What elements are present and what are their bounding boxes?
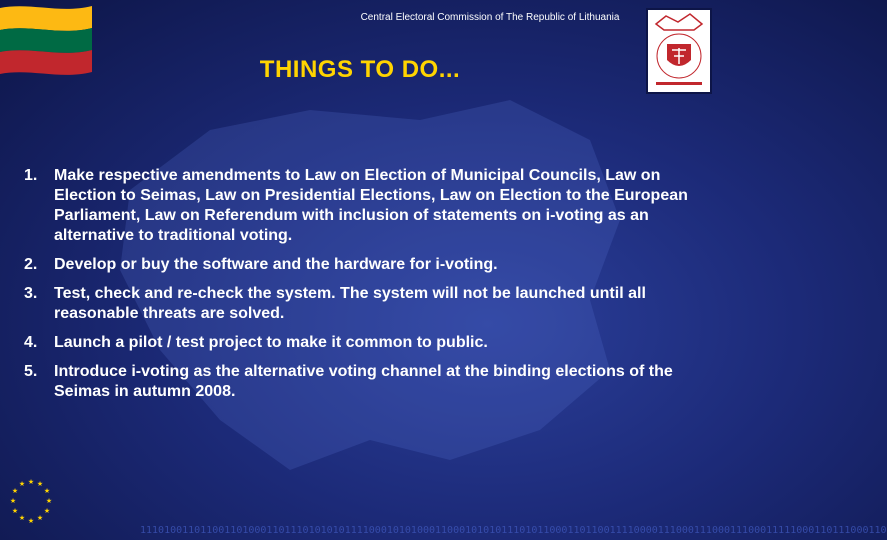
svg-text:★: ★ bbox=[36, 514, 44, 522]
list-item-text: Test, check and re-check the system. The system will not be launched until all reasonable threats are solved. bbox=[54, 285, 646, 322]
svg-text:★: ★ bbox=[18, 514, 26, 522]
list-item-number: 3. bbox=[24, 285, 38, 302]
todo-list bbox=[24, 166, 694, 411]
svg-text:★: ★ bbox=[45, 497, 53, 505]
list-item bbox=[24, 284, 694, 324]
svg-text:★: ★ bbox=[36, 480, 44, 488]
list-item-number: 4. bbox=[24, 334, 38, 351]
svg-text:★: ★ bbox=[43, 487, 51, 495]
svg-text:★: ★ bbox=[27, 517, 35, 525]
svg-text:★: ★ bbox=[18, 480, 26, 488]
list-item-number: 5. bbox=[24, 363, 38, 380]
eu-stars-icon bbox=[6, 476, 56, 526]
list-item-number: 2. bbox=[24, 256, 38, 273]
svg-text:★: ★ bbox=[11, 507, 19, 515]
list-item-text: Develop or buy the software and the hardware for i-voting. bbox=[54, 256, 498, 273]
list-item bbox=[24, 362, 694, 402]
list-item bbox=[24, 333, 694, 353]
list-item bbox=[24, 166, 694, 246]
list-item-number: 1. bbox=[24, 167, 38, 184]
svg-text:★: ★ bbox=[43, 507, 51, 515]
list-item-text: Make respective amendments to Law on Election of Municipal Councils, Law on Election to Seimas, Law on Presidential Elections, Law on Election to the European Parliament, Law on Referendum with inclusion of statements on i-voting as an alternative to traditional voting. bbox=[54, 167, 688, 244]
list-item-text: Introduce i-voting as the alternative voting channel at the binding elections of the Seimas in autumn 2008. bbox=[54, 363, 673, 400]
list-item bbox=[24, 255, 694, 275]
list-item-text: Launch a pilot / test project to make it common to public. bbox=[54, 334, 488, 351]
svg-text:★: ★ bbox=[11, 487, 19, 495]
organization-header: Central Electoral Commission of The Republic of Lithuania bbox=[360, 12, 620, 23]
svg-text:★: ★ bbox=[27, 478, 35, 486]
binary-decoration: 1110100110110011010001101110101010111100010101000110001010101110101100011011001111000011100011100011100011111000110111000110 bbox=[140, 525, 887, 536]
svg-text:★: ★ bbox=[9, 497, 17, 505]
page-title: THINGS TO DO... bbox=[259, 56, 461, 83]
